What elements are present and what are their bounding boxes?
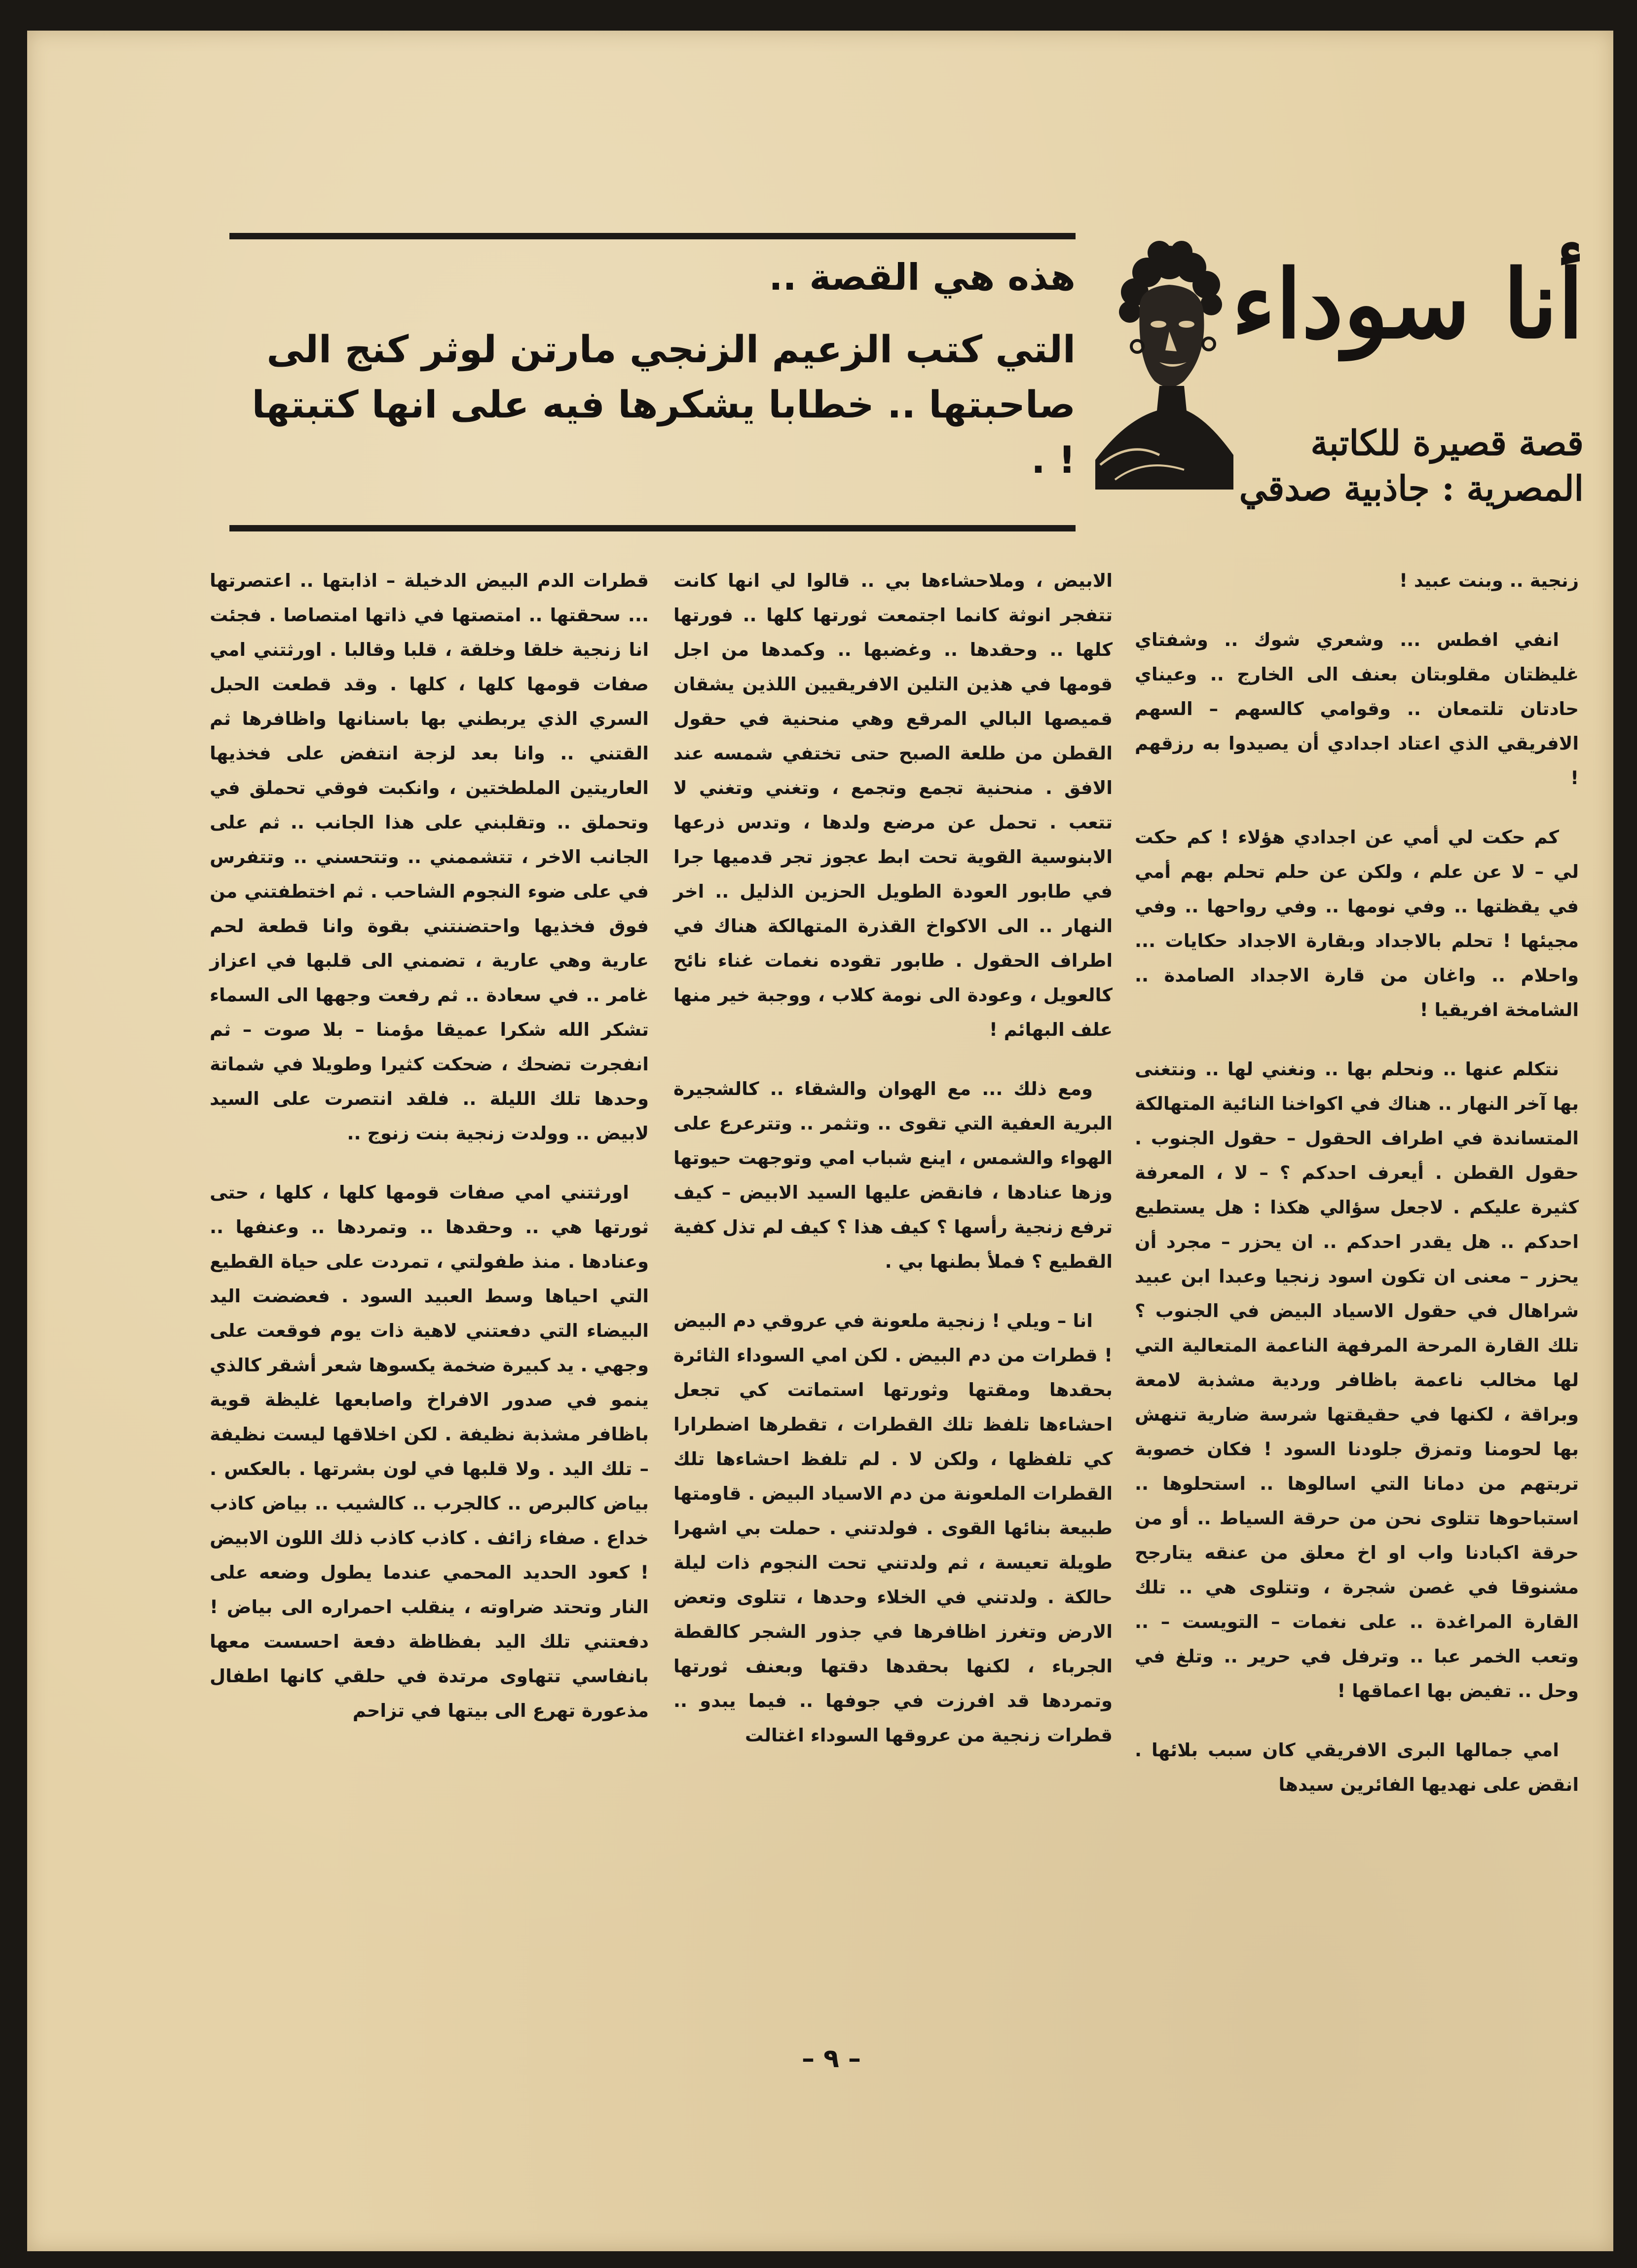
paragraph: قطرات الدم البيض الدخيلة – اذابتها .. اعتصرتها ... سحقتها .. امتصتها في ذاتها امتصاصا . فجئت انا زنجية خلقا وخلقة ، قلبا وقالبا . اورثتني امي صفات قومها كلها ، كلها . وقد قطعت الحبل السري الذي يربطني بها باسنانها واظافرها ثم القتني .. وانا بعد لزجة انتفض على فخذيها العاريتين الملطختين ، وانكبت فوقي تحملق في وتحملق .. وتقلبني على هذا الجانب .. ثم على الجانب الاخر ، تتشممني .. وتتحسني .. وتتفرس في على ضوء النجوم الشاحب . ثم اختطفتني من فوق فخذيها واحتضنتني بقوة وانا قطعة لحم عارية وهي عارية ، تضمني الى قلبها في اعزاز غامر .. في سعادة .. ثم رفعت وجهها الى السماء تشكر الله شكرا عميقا مؤمنا – بلا صوت – ثم انفجرت تضحك ، ضحكت كثيرا وطويلا في شماتة وحدها تلك الليلة .. فلقد انتصرت على السيد لابيض .. وولدت زنجية بنت زنوج .. xyxy=(210,570,649,1144)
paragraph: انا – ويلي ! زنجية ملعونة في عروقي دم البيض ! قطرات من دم البيض . لكن امي السوداء الثائرة بحقدها ومقتها وثورتها استماتت كي تجعل احشاءها تلفظ تلك القطرات ، تقطرها اضطرارا كي تلفظها ، ولكن لا . لم تلفظ احشاءها تلك القطرات الملعونة من دم الاسياد البيض . قاومتها طبيعة بنائها القوى . فولدتني . حملت بي اشهرا طويلة تعيسة ، ثم ولدتني تحت النجوم ذات ليلة حالكة . ولدتني في الخلاء وحدها ، تتلوى وتعض الارض وتغرز اظافرها في جذور الشجر كالقطة الجرباء ، لكنها بحقدها دقتها وبعنف ثورتها وتمردها قد افرزت في جوفها .. فيما يبدو .. قطرات زنجية من عروقها السوداء اغتالت xyxy=(673,1310,1113,1746)
text-column-left xyxy=(210,564,649,2064)
paragraph: انفي افطس ... وشعري شوك .. وشفتاي غليظتان مقلوبتان بعنف الى الخارج .. وعيناي حادتان تلتمعان .. وقوامي كالسهم – السهم الافريقي الذي اعتاد اجدادي أن يصيدوا به رزقهم ! xyxy=(1135,629,1579,789)
deck-body: التي كتب الزعيم الزنجي مارتن لوثر كنج الى صاحبتها .. خطابا يشكرها فيه على انها كتبتها ! . xyxy=(252,327,1076,482)
paragraph: كم حكت لي أمي عن اجدادي هؤلاء ! كم حكت لي – لا عن علم ، ولكن عن حلم تحلم بهم أمي في يقظتها .. وفي نومها .. وفي رواحها .. وفي مجيئها ! تحلم بالاجداد وبقارة الاجداد حكايات ... واحلام .. واغان من قارة الاجداد الصامدة .. الشامخة افريقيا ! xyxy=(1135,827,1579,1021)
paragraph: نتكلم عنها .. ونحلم بها .. ونغني لها .. ونتغنى بها آخر النهار .. هناك في اكواخنا النائية المتهالكة المتساندة في اطراف الحقول – حقول الجنوب . حقول القطن . أيعرف احدكم ؟ – لا ، المعرفة كثيرة عليكم . لاجعل سؤالي هكذا : هل يستطيع احدكم .. هل يقدر احدكم .. ان يحزر – مجرد أن يحزر – معنى ان تكون اسود زنجيا وعبدا ابن عبيد شراهال في حقول الاسياد البيض في الجنوب ؟ تلك القارة المرحة المرفهة الناعمة المتعالية التي لها مخالب ناعمة باظافر وردية مشذبة لامعة وبراقة ، لكنها في حقيقتها شرسة ضارية تنهش بها لحومنا وتمزق جلودنا السود ! فكان خصوبة تربتهم من دمانا التي اسالوها .. استحلوها .. استباحوها تتلوى نحن من حرقة السياط .. أو من حرقة اكبادنا واب او اخ معلق من عنقه يتارجح مشنوقا في غصن شجرة ، وتتلوى هي .. تلك القارة المراغدة .. على نغمات – التويست – .. وتعب الخمر عبا .. وترفل في حرير .. وتلغ في وحل .. تفيض بها اعماقها ! xyxy=(1135,1058,1579,1701)
top-rule xyxy=(229,233,1076,239)
paragraph: امي جمالها البرى الافريقي كان سبب بلائها . انقض على نهديها الفائرين سيدها xyxy=(1135,1739,1579,1795)
story-deck xyxy=(227,248,1076,524)
bottom-rule xyxy=(229,525,1076,531)
text-column-right xyxy=(1135,564,1579,2064)
text-column-middle xyxy=(673,564,1113,2064)
deck-intro: هذه هي القصة .. xyxy=(769,256,1076,299)
magazine-page xyxy=(27,31,1613,2251)
paragraph: ومع ذلك ... مع الهوان والشقاء .. كالشجيرة البرية العفية التي تقوى .. وتثمر .. وتترعرع على الهواء والشمس ، اينع شباب امي وتوجهت حيوتها وزها عنادها ، فانقض عليها السيد الابيض – كيف ترفع زنجية رأسها ؟ كيف هذا ؟ كيف لم تذل كفية القطيع ؟ فملأ بطنها بي . xyxy=(673,1078,1113,1272)
page-number: – ٩ – xyxy=(802,2044,861,2074)
story-byline: قصة قصيرة للكاتبة المصرية : جاذبية صدقي xyxy=(1239,422,1584,509)
paragraph: زنجية .. وبنت عبيد ! xyxy=(1399,570,1579,591)
story-masthead xyxy=(1085,233,1589,524)
paragraph: اورثتني امي صفات قومها كلها ، كلها ، حتى ثورتها هي .. وحقدها .. وتمردها .. وعنفها .. وعنادها . منذ طفولتي ، تمردت على حياة القطيع التي احياها وسط العبيد السود . فعضضت اليد البيضاء التي دفعتني لاهية ذات يوم فوقعت على وجهي . يد كبيرة ضخمة يكسوها شعر أشقر كالذي ينمو في صدور الافراخ واصابعها غليظة قوية باظافر مشذبة نظيفة . لكن اخلاقها ليست نظيفة – تلك اليد . ولا قلبها في لون بشرتها . بالعكس . بياض كالبرص .. كالجرب .. كالشيب .. بياض كاذب خداع . صفاء زائف . كاذب كاذب ذلك اللون الابيض ! كعود الحديد المحمي عندما يطول وضعه على النار وتحتد ضراوته ، ينقلب احمراره الى بياض ! دفعتني تلك اليد بفظاظة دفعة احسست معها بانفاسي تتهاوى مرتدة في حلقي كانها اطفال مذعورة تهرع الى بيتها في تزاحم xyxy=(210,1182,649,1721)
portrait-illustration xyxy=(1085,233,1233,524)
story-title: أنا سوداء xyxy=(1231,249,1584,359)
paragraph: الابيض ، وملاحشاءها بي .. قالوا لي انها كانت تتفجر انوثة كانما اجتمعت ثورتها كلها .. فورتها كلها .. وحقدها .. وغضبها .. وكمدها من اجل قومها في هذين التلين الافريقيين اللذين يشقان قميصها البالي المرقع وهي منحنية في حقول القطن من طلعة الصبح حتى تختفي شمسه عند الافق . منحنية تجمع وتجمع ، وتغني وتغني لا تتعب . تحمل عن مرضع ولدها ، وتدس ذرعها الابنوسية القوية تحت ابط عجوز تجر قدميها جرا في طابور العودة الطويل الحزين الذليل .. اخر النهار .. الى الاكواخ القذرة المتهالكة هناك في اطراف الحقول . طابور تقوده نغمات غناء نائح كالعويل ، وعودة الى نومة كلاب ، ووجبة خير منها علف البهائم ! xyxy=(673,570,1113,1040)
